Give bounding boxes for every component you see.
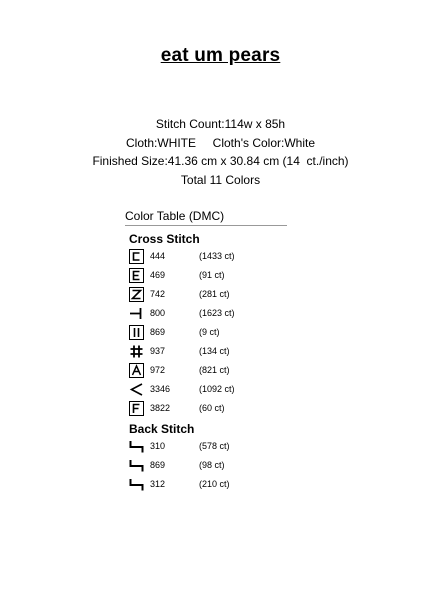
color-table-heading: Color Table (DMC) [125, 209, 287, 226]
letter-f-symbol-icon [129, 401, 144, 416]
stitch-count-value: (578 ct) [199, 441, 230, 451]
dmc-code: 312 [150, 479, 166, 489]
double-bar-symbol-icon [129, 325, 144, 340]
pattern-title: eat um pears [160, 45, 281, 66]
letter-z-symbol-icon [129, 287, 144, 302]
dmc-code: 869 [150, 327, 166, 337]
back-stitch-line-icon [129, 477, 144, 492]
back-stitch-row-310 [125, 437, 287, 456]
color-row-3822 [125, 399, 287, 418]
hash-symbol-icon [129, 344, 144, 359]
color-row-3346 [125, 380, 287, 399]
tack-symbol-icon [129, 306, 144, 321]
stitch-count-value: (98 ct) [199, 460, 225, 470]
back-stitch-heading: Back Stitch [129, 422, 195, 436]
dmc-code: 3822 [150, 403, 171, 413]
dmc-code: 869 [150, 460, 166, 470]
letter-a-symbol-icon [129, 363, 144, 378]
dmc-code: 3346 [150, 384, 171, 394]
bracket-symbol-icon [129, 249, 144, 264]
dmc-code: 937 [150, 346, 166, 356]
color-row-444 [125, 247, 287, 266]
stitch-count: Stitch Count:114w x 85h [155, 117, 286, 131]
stitch-count-value: (1433 ct) [199, 251, 235, 261]
pattern-info [0, 115, 441, 189]
dmc-code: 469 [150, 270, 166, 280]
stitch-count-value: (1092 ct) [199, 384, 235, 394]
stitch-count-value: (281 ct) [199, 289, 230, 299]
less-than-symbol-icon [129, 382, 144, 397]
dmc-code: 310 [150, 441, 166, 451]
finished-size: Finished Size:41.36 cm x 30.84 cm (14 ct./inch) [92, 154, 349, 169]
back-stitch-line-icon [129, 458, 144, 473]
dmc-code: 444 [150, 251, 166, 261]
color-row-937 [125, 342, 287, 361]
color-row-972 [125, 361, 287, 380]
color-row-742 [125, 285, 287, 304]
dmc-code: 800 [150, 308, 166, 318]
stitch-count-value: (91 ct) [199, 270, 225, 280]
letter-e-symbol-icon [129, 268, 144, 283]
dmc-code: 742 [150, 289, 166, 299]
back-stitch-row-869 [125, 456, 287, 475]
color-row-869 [125, 323, 287, 342]
total-colors: Total 11 Colors [180, 172, 261, 187]
stitch-count-value: (821 ct) [199, 365, 230, 375]
cloth-info: Cloth:WHITE Cloth's Color:White [126, 135, 315, 150]
stitch-count-value: (134 ct) [199, 346, 230, 356]
stitch-count-value: (60 ct) [199, 403, 225, 413]
dmc-code: 972 [150, 365, 166, 375]
cross-stitch-heading: Cross Stitch [129, 232, 200, 246]
back-stitch-line-icon [129, 439, 144, 454]
color-row-800 [125, 304, 287, 323]
color-row-469 [125, 266, 287, 285]
back-stitch-row-312 [125, 475, 287, 494]
stitch-count-value: (1623 ct) [199, 308, 235, 318]
color-table [125, 209, 287, 494]
stitch-count-value: (210 ct) [199, 479, 230, 489]
stitch-count-value: (9 ct) [199, 327, 220, 337]
